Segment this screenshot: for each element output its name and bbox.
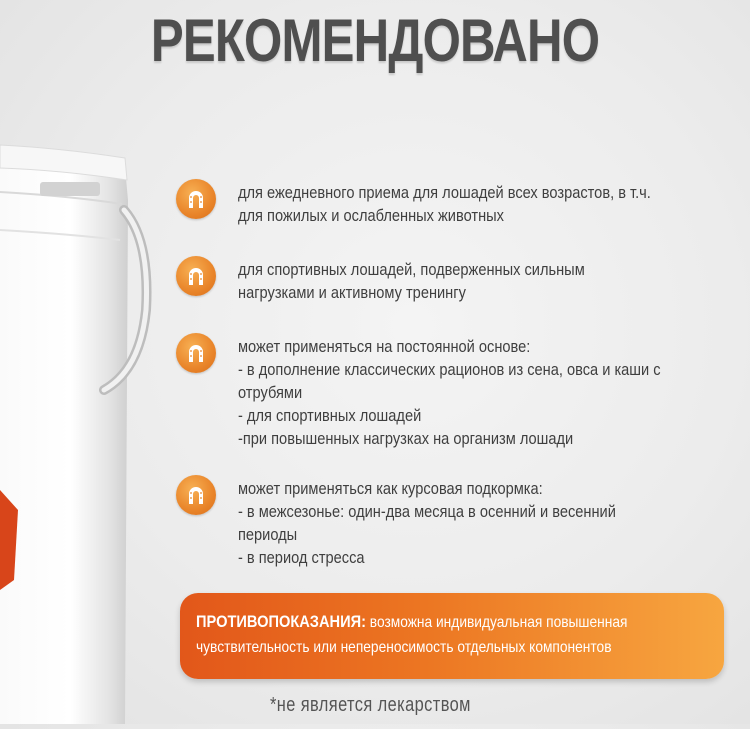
page-title: РЕКОМЕНДОВАНО	[150, 7, 600, 74]
horseshoe-icon	[176, 333, 216, 373]
contraindications-label: ПРОТИВОПОКАЗАНИЯ:	[196, 612, 366, 631]
recommendation-text: может применяться на постоянной основе: - в дополнение классических рационов из сена, овса и каши с отрубями - для спортивных лошадей -при повышенных нагрузках на организм лошади	[238, 337, 661, 448]
recommendation-text: для ежедневного приема для лошадей всех возрастов, в т.ч. для пожилых и ослабленных животных	[238, 183, 651, 225]
contraindications-box	[180, 593, 724, 679]
recommendation-text: может применяться как курсовая подкормка: - в межсезонье: один-два месяца в осенний и весенний периоды - в период стресса	[238, 479, 616, 567]
recommendation-text: для спортивных лошадей, подверженных сильным нагрузками и активному тренингу	[238, 260, 585, 302]
horseshoe-icon	[176, 256, 216, 296]
horseshoe-icon	[176, 475, 216, 515]
contraindications-body: возможна индивидуальная повышенная чувствительность или непереносимость отдельных компонентов	[196, 614, 628, 656]
horseshoe-icon	[176, 179, 216, 219]
product-bucket-image	[0, 140, 170, 724]
contraindications-text	[196, 609, 721, 660]
footnote: *не является лекарством	[270, 694, 471, 716]
